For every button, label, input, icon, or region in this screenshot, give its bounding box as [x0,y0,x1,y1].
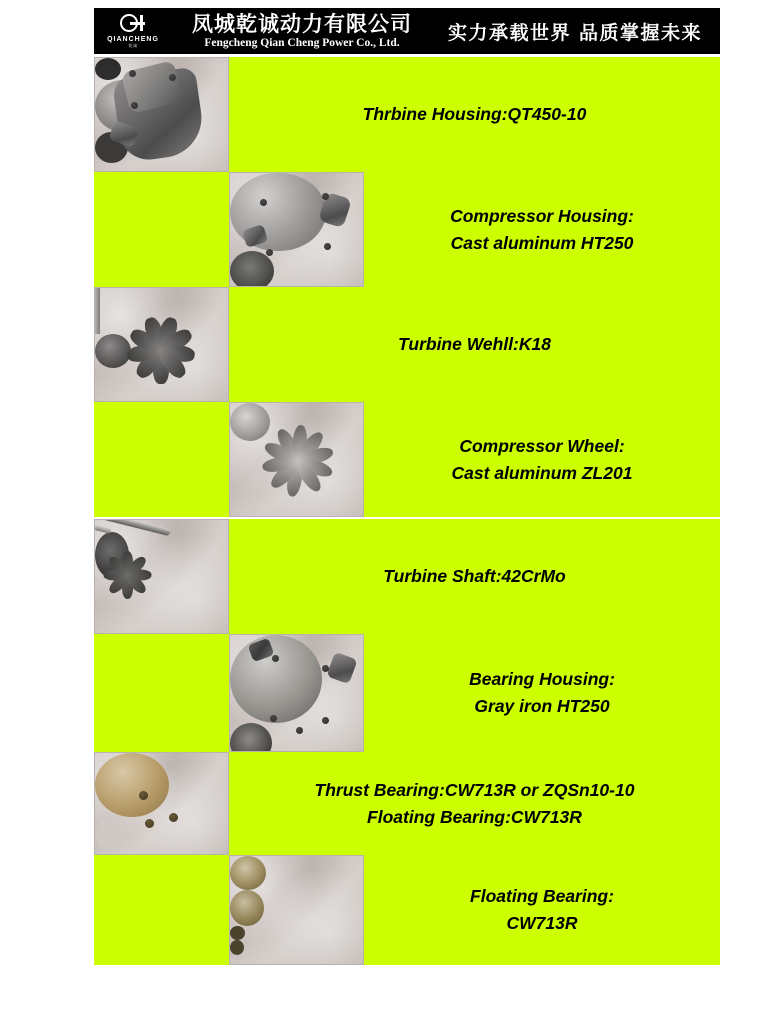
table-row [94,634,720,752]
compressor-housing-photo [229,172,364,287]
spec-line: Cast aluminum ZL201 [451,462,633,483]
spec-line: Gray iron HT250 [474,696,610,716]
table-row [94,172,720,287]
row-label [364,634,720,752]
table-row [94,287,720,402]
table-row [94,752,720,855]
compressor-wheel-photo [229,402,364,517]
company-name-cn: 凤城乾诚动力有限公司 [192,12,412,36]
company-logo [94,8,172,54]
row-label [229,287,720,402]
spec-table [94,57,720,965]
turbine-wheel-photo [94,287,229,402]
company-name-en: Fengcheng Qian Cheng Power Co., Ltd. [204,37,400,49]
spec-line: Turbine Shaft:42CrMo [383,566,566,586]
spec-line: Thrust Bearing:CW713R or ZQSn10-10 [314,779,635,800]
row-label [229,57,720,172]
qiancheng-logo-icon [118,13,148,35]
spec-line: Turbine Wehll:K18 [398,334,551,354]
turbine-shaft-photo [94,519,229,634]
company-slogan: 实力承载世界 品质掌握未来 [447,21,703,44]
row-label [229,519,720,634]
spec-line: Compressor Wheel: [459,435,625,456]
spec-line: CW713R [506,913,578,933]
logo-brand-latin: QIANCHENG [107,36,159,43]
spec-line: Thrbine Housing:QT450-10 [362,104,587,124]
row-label [229,752,720,855]
spec-line: Floating Bearing:CW713R [367,806,582,827]
spec-line: Compressor Housing: [450,205,634,226]
logo-brand-sub: 乾诚 [128,43,138,48]
table-row [94,517,720,634]
row-label [364,402,720,517]
bearing-housing-photo [229,634,364,752]
floating-bearing-photo [229,855,364,965]
spec-line: Floating Bearing: [470,886,614,906]
thrust-bearing-photo [94,752,229,855]
row-label [364,855,720,965]
spec-line: Cast aluminum HT250 [450,232,634,253]
turbine-housing-photo [94,57,229,172]
table-row [94,855,720,965]
spec-line: Bearing Housing: [469,669,615,689]
header-banner [94,8,720,54]
company-name-block [172,12,430,50]
row-label [364,172,720,287]
table-row [94,57,720,172]
table-row [94,402,720,517]
